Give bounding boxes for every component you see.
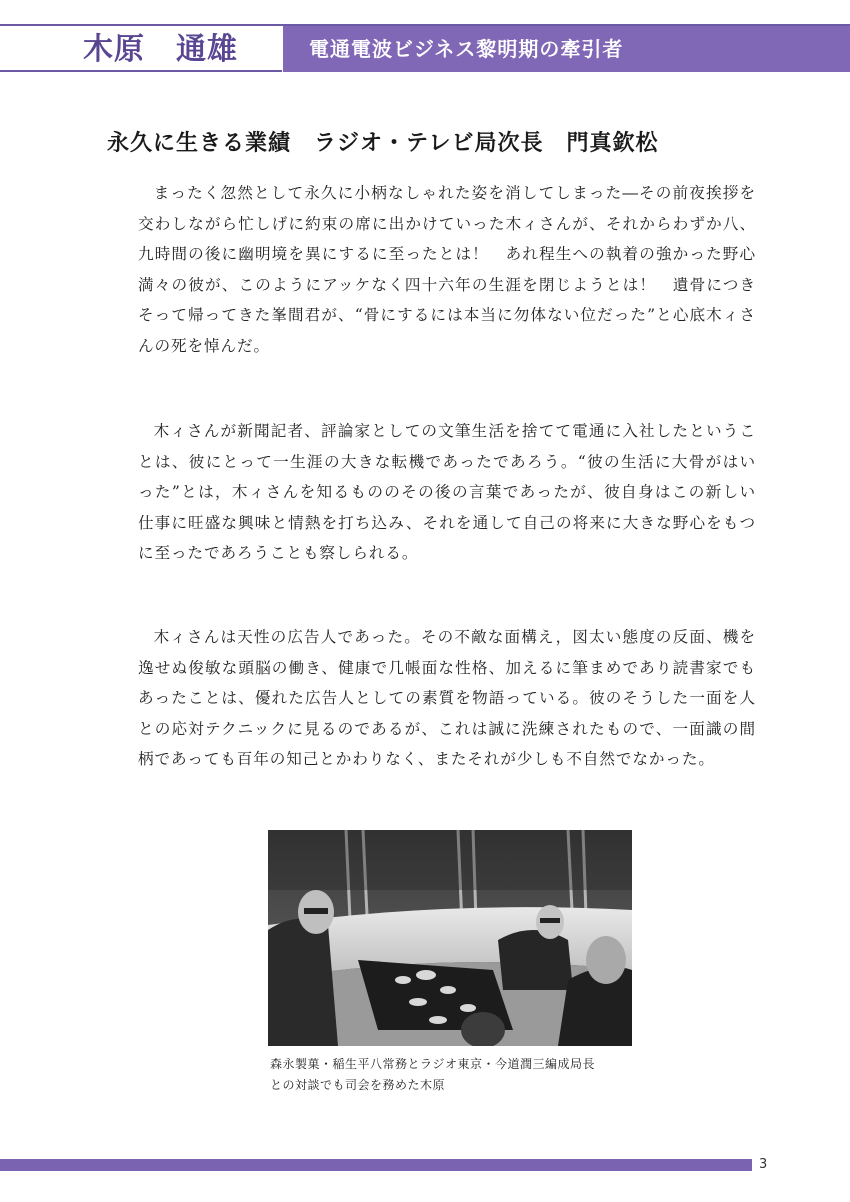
meeting-photo-illustration (268, 830, 632, 1046)
article-title: 永久に生きる業績 ラジオ・テレビ局次長 門真欽松 (107, 130, 659, 156)
page-number: 3 (759, 1157, 768, 1172)
article-paragraph-2: 木ィさんが新聞記者、評論家としての文筆生活を捨てて電通に入社したということは、彼にとって一生涯の大きな転機であったであろう。“彼の生活に大骨がはいった”とは，木ィさんを知るもののその後の言葉であったが、彼自身はこの新しい仕事に旺盛な興味と情熱を打ち込み、それを通して自己の将来に大きな野心をもつに至ったであろうことも察しられる。 (138, 422, 756, 562)
header-person-name: 木原 通雄 (83, 32, 238, 67)
photo-caption (270, 1054, 650, 1096)
photo-caption-line-1: 森永製菓・稲生平八常務とラジオ東京・今道潤三編成局長 (270, 1057, 596, 1071)
header-band-title: 電通電波ビジネス黎明期の牽引者 (309, 37, 624, 61)
article-paragraph-1: まったく忽然として永久に小柄なしゃれた姿を消してしまった―その前夜挨拶を交わしながら忙しげに約束の席に出かけていった木ィさんが、それからわずか八、九時間の後に幽明境を異にするに至ったとは！ あれ程生への執着の強かった野心満々の彼が、このようにアッケなく四十六年の生涯を閉じようとは！ 遺骨につきそって帰ってきた峯間君が、“骨にするには本当に勿体ない位だった”と心底木ィさんの死を悼んだ。 (138, 184, 756, 355)
article-paragraph-3: 木ィさんは天性の広告人であった。その不敵な面構え，図太い態度の反面、機を逸せぬ俊敏な頭脳の働き、健康で几帳面な性格、加えるに筆まめであり読書家でもあったことは、優れた広告人としての素質を物語っている。彼のそうした一面を人との応対テクニックに見るのであるが、これは誠に洗練されたもので、一面識の間柄であっても百年の知己とかわりなく、またそれが少しも不自然でなかった。 (138, 628, 756, 768)
photo-caption-line-2: との対談でも司会を務めた木原 (270, 1078, 446, 1092)
photo-ceiling-shadow (268, 830, 632, 890)
footer-bar (0, 1159, 752, 1171)
meeting-photo (268, 830, 632, 1046)
